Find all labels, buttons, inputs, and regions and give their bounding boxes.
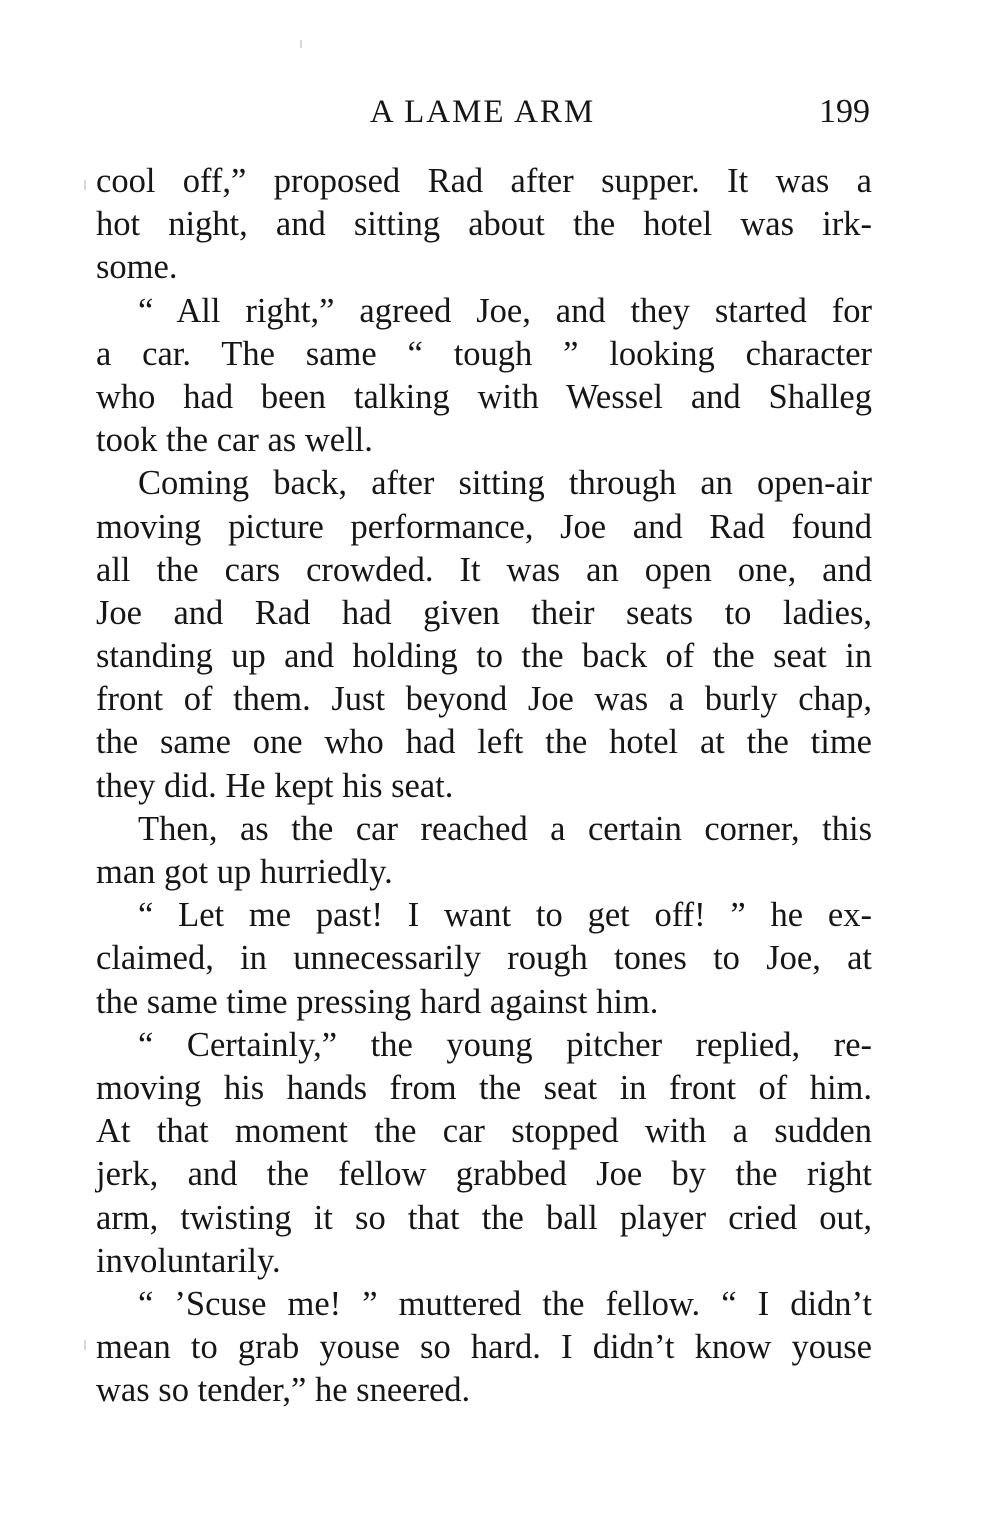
text-line: “ ’Scuse me! ” muttered the fellow. “ I didn’t bbox=[138, 1284, 872, 1323]
text-line: hot night, and sitting about the hotel was irk- bbox=[96, 205, 872, 244]
text-line: Joe and Rad had given their seats to ladies, bbox=[96, 593, 872, 632]
text-line: took the car as well. bbox=[96, 421, 373, 460]
text-line: arm, twisting it so that the ball player cried out, bbox=[96, 1198, 872, 1237]
text-line: the same one who had left the hotel at the time bbox=[96, 723, 872, 762]
scan-speck bbox=[300, 40, 302, 48]
text-line: moving picture performance, Joe and Rad found bbox=[96, 507, 872, 546]
text-line: was so tender,” he sneered. bbox=[96, 1371, 471, 1410]
text-line: “ Let me past! I want to get off! ” he ex- bbox=[138, 896, 872, 935]
text-line: Coming back, after sitting through an open-air bbox=[138, 464, 872, 503]
page-number: 199 bbox=[819, 93, 870, 130]
text-line: claimed, in unnecessarily rough tones to Joe, at bbox=[96, 939, 872, 978]
text-line: “ Certainly,” the young pitcher replied, re- bbox=[138, 1025, 872, 1064]
text-line: man got up hurriedly. bbox=[96, 853, 393, 891]
chapter-title: A LAME ARM bbox=[369, 94, 596, 130]
text-line: mean to grab youse so hard. I didn’t know youse bbox=[96, 1328, 872, 1367]
text-line: “ All right,” agreed Joe, and they started for bbox=[138, 291, 872, 330]
running-head bbox=[95, 92, 870, 136]
text-line: all the cars crowded. It was an open one, and bbox=[96, 550, 872, 589]
body-text bbox=[96, 160, 872, 1412]
text-line: moving his hands from the seat in front of him. bbox=[96, 1068, 872, 1107]
scan-speck bbox=[84, 180, 86, 190]
text-line: they did. He kept his seat. bbox=[96, 766, 454, 805]
text-line: jerk, and the fellow grabbed Joe by the right bbox=[96, 1155, 872, 1194]
text-line: front of them. Just beyond Joe was a burly chap, bbox=[96, 680, 872, 719]
text-line: Then, as the car reached a certain corner, this bbox=[138, 809, 872, 848]
text-line: involuntarily. bbox=[96, 1241, 281, 1280]
text-line: At that moment the car stopped with a sudden bbox=[96, 1112, 872, 1151]
text-line: cool off,” proposed Rad after supper. It was a bbox=[96, 162, 872, 200]
text-line: standing up and holding to the back of the seat in bbox=[96, 637, 872, 676]
text-line: some. bbox=[96, 248, 178, 287]
text-line: the same time pressing hard against him. bbox=[96, 982, 659, 1021]
scan-speck bbox=[84, 1340, 86, 1350]
text-line: who had been talking with Wessel and Shalleg bbox=[96, 377, 872, 416]
text-line: a car. The same “ tough ” looking character bbox=[96, 334, 872, 373]
